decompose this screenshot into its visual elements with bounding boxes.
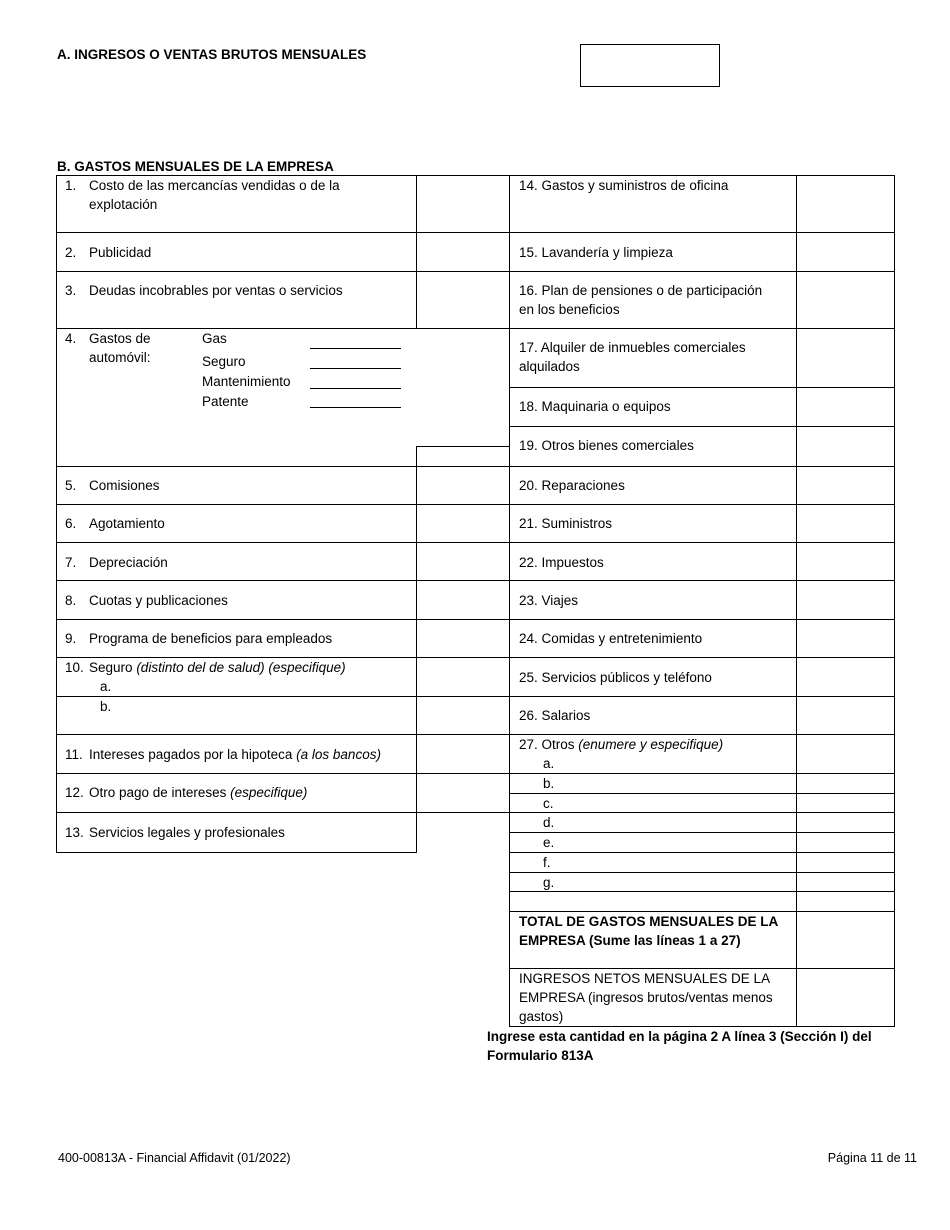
car-maintenance-label: Mantenimiento (202, 374, 291, 389)
line-10a-label: a. (100, 679, 112, 694)
line-25-label: 25. Servicios públicos y teléfono (519, 670, 712, 685)
line-11-amount[interactable] (417, 735, 509, 773)
line-8-label: Cuotas y publicaciones (89, 593, 228, 608)
line-27b-label: b. (543, 776, 555, 791)
line-22-amount[interactable] (797, 543, 894, 580)
line-17-amount[interactable] (797, 329, 894, 387)
car-license-label: Patente (202, 394, 249, 409)
line-14-label: 14. Gastos y suministros de oficina (519, 178, 729, 193)
car-gas-field[interactable] (310, 330, 401, 348)
line-21-amount[interactable] (797, 505, 894, 542)
line-25-amount[interactable] (797, 658, 894, 696)
line-5-label: Comisiones (89, 478, 160, 493)
line-15-label: 15. Lavandería y limpieza (519, 245, 673, 260)
line-27g-label: g. (543, 875, 555, 890)
line-6-number: 6. (65, 516, 77, 531)
net-income-amount[interactable] (797, 969, 894, 1026)
line-6-amount[interactable] (417, 505, 509, 542)
line-16-label: 16. Plan de pensiones o de participación en los beneficios (519, 283, 763, 317)
line-3-number: 3. (65, 283, 77, 298)
gross-income-amount-field[interactable] (580, 44, 720, 87)
line-10-label: Seguro (distinto del de salud) (especifique) (89, 660, 346, 675)
line-5-amount[interactable] (417, 467, 509, 504)
line-12-number: 12. (65, 785, 84, 800)
line-8-amount[interactable] (417, 581, 509, 619)
line-23-amount[interactable] (797, 581, 894, 619)
line-27a-label: a. (543, 756, 555, 771)
line-10b-label: b. (100, 699, 112, 714)
line-12-label: Otro pago de intereses (especifique) (89, 785, 308, 800)
line-11-label: Intereses pagados por la hipoteca (a los bancos) (89, 747, 381, 762)
line-5-number: 5. (65, 478, 77, 493)
line-10-number: 10. (65, 660, 84, 675)
line-9-amount[interactable] (417, 620, 509, 657)
line-9-label: Programa de beneficios para empleados (89, 631, 333, 646)
line-1-label: Costo de las mercancías vendidas o de la explotación (89, 178, 340, 212)
net-income-label: INGRESOS NETOS MENSUALES DE LA EMPRESA (ingresos brutos/ventas menos gastos) (519, 971, 773, 1024)
line-19-amount[interactable] (797, 427, 894, 466)
line-9-number: 9. (65, 631, 77, 646)
line-3-label: Deudas incobrables por ventas o servicios (89, 283, 343, 298)
line-1-number: 1. (65, 178, 77, 193)
line-20-label: 20. Reparaciones (519, 478, 625, 493)
line-16-amount[interactable] (797, 272, 894, 328)
line-7-amount[interactable] (417, 543, 509, 580)
line-22-label: 22. Impuestos (519, 555, 604, 570)
section-a-title: A. INGRESOS O VENTAS BRUTOS MENSUALES (57, 47, 367, 62)
line-4-number: 4. (65, 331, 77, 346)
footer-page-number: Página 11 de 11 (827, 1151, 917, 1165)
car-insurance-field[interactable] (310, 350, 401, 368)
line-15-amount[interactable] (797, 233, 894, 271)
line-17-label: 17. Alquiler de inmuebles comerciales alquilados (519, 340, 746, 374)
line-24-amount[interactable] (797, 620, 894, 657)
line-4-amount[interactable] (417, 447, 509, 466)
line-14-amount[interactable] (797, 176, 894, 232)
line-8-number: 8. (65, 593, 77, 608)
line-20-amount[interactable] (797, 467, 894, 504)
line-21-label: 21. Suministros (519, 516, 613, 531)
line-6-label: Agotamiento (89, 516, 165, 531)
line-19-label: 19. Otros bienes comerciales (519, 438, 694, 453)
car-maintenance-field[interactable] (310, 370, 401, 388)
total-expenses-amount[interactable] (797, 912, 894, 968)
car-gas-label: Gas (202, 331, 227, 346)
net-income-note: Ingrese esta cantidad en la página 2 A línea 3 (Sección I) del Formulario 813A (487, 1029, 872, 1063)
line-7-number: 7. (65, 555, 77, 570)
line-2-number: 2. (65, 245, 77, 260)
line-13-amount[interactable] (417, 813, 509, 852)
line-2-label: Publicidad (89, 245, 152, 260)
line-13-number: 13. (65, 825, 84, 840)
total-expenses-label: TOTAL DE GASTOS MENSUALES DE LA EMPRESA (Sume las líneas 1 a 27) (519, 914, 779, 948)
line-10a-amount[interactable] (417, 658, 509, 696)
line-24-label: 24. Comidas y entretenimiento (519, 631, 703, 646)
line-23-label: 23. Viajes (519, 593, 579, 608)
line-4-label: Gastos de automóvil: (89, 331, 151, 365)
line-26-amount[interactable] (797, 697, 894, 734)
line-11-number: 11. (65, 747, 83, 762)
line-27d-label: d. (543, 815, 555, 830)
line-18-label: 18. Maquinaria o equipos (519, 399, 671, 414)
line-3-amount[interactable] (417, 272, 509, 328)
line-27-label: 27. Otros (enumere y especifique) (519, 737, 724, 752)
footer-form-id: 400-00813A - Financial Affidavit (01/2022) (58, 1151, 291, 1165)
line-18-amount[interactable] (797, 388, 894, 426)
line-13-label: Servicios legales y profesionales (89, 825, 285, 840)
section-b-title: B. GASTOS MENSUALES DE LA EMPRESA (57, 159, 334, 174)
line-27e-label: e. (543, 835, 555, 850)
line-27c-label: c. (543, 796, 554, 811)
line-26-label: 26. Salarios (519, 708, 591, 723)
line-10b-amount[interactable] (417, 697, 509, 734)
line-7-label: Depreciación (89, 555, 168, 570)
car-license-field[interactable] (310, 390, 401, 407)
car-insurance-label: Seguro (202, 354, 246, 369)
line-27f-label: f. (543, 855, 551, 870)
line-2-amount[interactable] (417, 233, 509, 271)
line-1-amount[interactable] (417, 176, 509, 232)
line-12-amount[interactable] (417, 774, 509, 812)
